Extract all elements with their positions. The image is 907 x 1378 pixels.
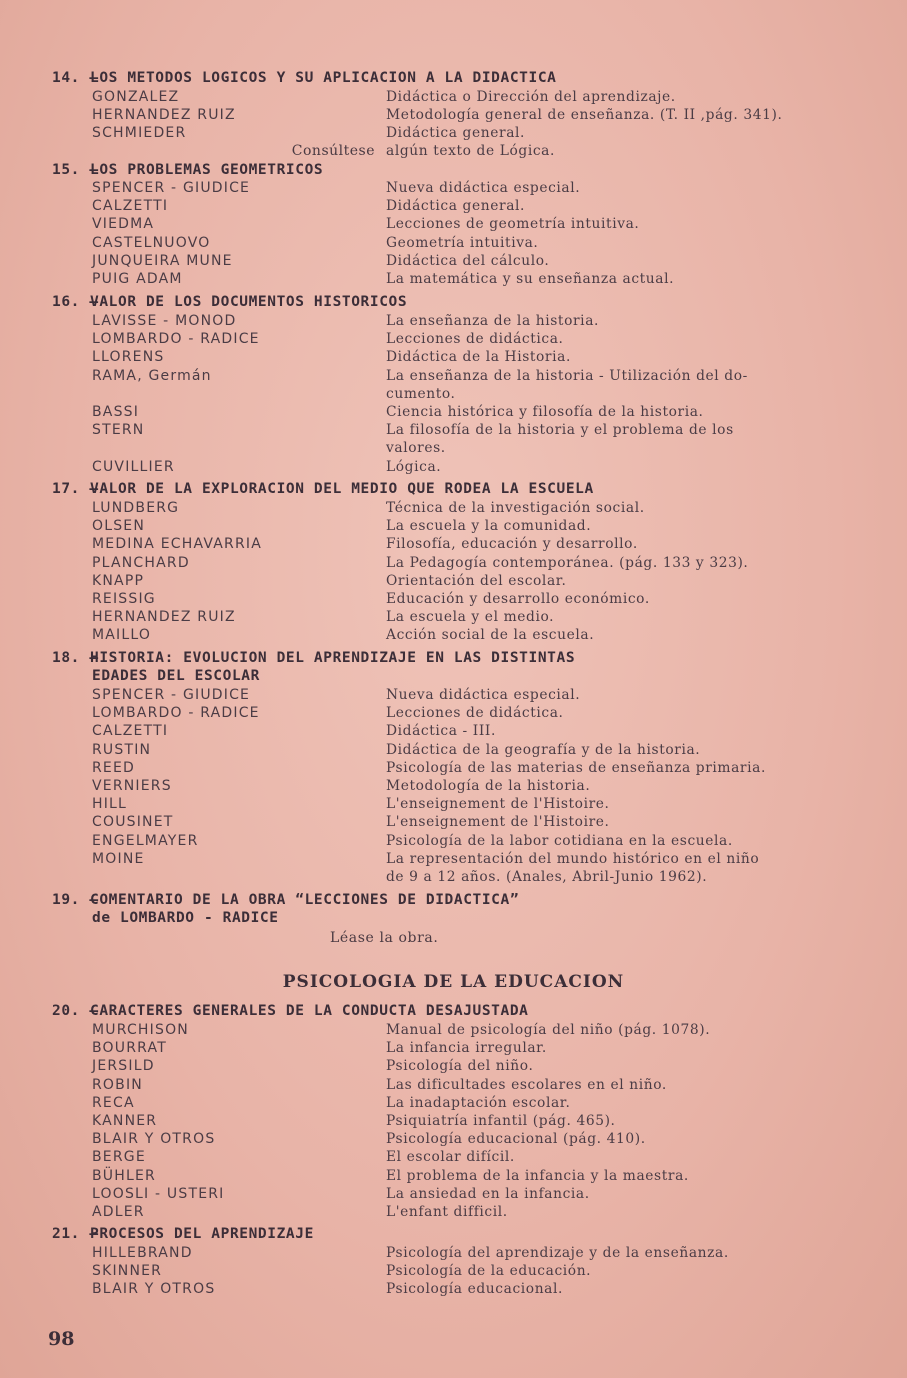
page-number: 98 bbox=[48, 1328, 75, 1350]
list-item bbox=[0, 180, 907, 199]
book-title: La enseñanza de la historia. bbox=[386, 313, 600, 329]
list-item bbox=[0, 609, 907, 628]
author-name: CALZETTI bbox=[92, 198, 169, 215]
list-item bbox=[0, 125, 907, 144]
list-item bbox=[0, 459, 907, 478]
book-title: La infancia irregular. bbox=[386, 1040, 547, 1057]
author-name: RECA bbox=[92, 1094, 135, 1111]
book-title: Psicología de la educación. bbox=[386, 1263, 592, 1280]
list-item bbox=[0, 1022, 907, 1041]
book-title: Psicología educacional (pág. 410). bbox=[386, 1131, 646, 1148]
list-item bbox=[0, 422, 907, 441]
section-heading-16: 16. —VALOR DE LOS DOCUMENTOS HISTORICOS bbox=[52, 294, 408, 310]
list-item bbox=[0, 1131, 907, 1150]
list-item bbox=[0, 216, 907, 235]
list-item bbox=[0, 235, 907, 254]
list-item bbox=[0, 555, 907, 574]
book-title: La representación del mundo histórico en el niño bbox=[386, 850, 760, 867]
author-name: ROBIN bbox=[92, 1076, 143, 1093]
list-item bbox=[0, 760, 907, 779]
book-title: Didáctica de la geografía y de la historia. bbox=[386, 741, 701, 758]
author-name: PUIG ADAM bbox=[92, 271, 183, 287]
book-title: Geometría intuitiva. bbox=[386, 234, 539, 251]
list-item bbox=[0, 687, 907, 706]
list-item bbox=[0, 536, 907, 555]
author-name: LOOSLI - USTERI bbox=[92, 1185, 225, 1202]
author-name: HILL bbox=[92, 796, 128, 813]
book-title: cumento. bbox=[386, 385, 456, 402]
list-item bbox=[0, 1077, 907, 1096]
book-title: de 9 a 12 años. (Anales, Abril-Junio 1962). bbox=[386, 869, 708, 885]
book-title: Didáctica general. bbox=[386, 125, 526, 142]
book-title: Metodología de la historia. bbox=[386, 778, 591, 794]
list-item bbox=[0, 518, 907, 537]
consultese-note: Consúltese bbox=[291, 143, 375, 159]
book-title: Psicología del aprendizaje y de la enseñanza. bbox=[386, 1245, 729, 1261]
author-name: MAILLO bbox=[92, 627, 152, 644]
list-item bbox=[0, 1149, 907, 1168]
book-title: Acción social de la escuela. bbox=[386, 627, 595, 644]
author-name: LUNDBERG bbox=[92, 500, 180, 516]
section-heading-17: 17. —VALOR DE LA EXPLORACION DEL MEDIO QUE RODEA LA ESCUELA bbox=[52, 481, 594, 497]
author-name: OLSEN bbox=[92, 518, 146, 535]
book-title: L'enseignement de l'Histoire. bbox=[386, 814, 610, 831]
list-item bbox=[0, 331, 907, 350]
author-name: BLAIR Y OTROS bbox=[92, 1281, 216, 1298]
author-name: MURCHISON bbox=[92, 1022, 189, 1038]
book-title: L'enfant difficil. bbox=[386, 1204, 508, 1220]
list-item bbox=[0, 796, 907, 815]
section-heading-14: 14. —LOS METODOS LOGICOS Y SU APLICACION A LA DIDACTICA bbox=[52, 70, 557, 86]
author-name: GONZALEZ bbox=[92, 89, 180, 105]
author-name: CUVILLIER bbox=[92, 458, 175, 475]
list-item bbox=[0, 1168, 907, 1187]
author-name: STERN bbox=[92, 422, 145, 439]
author-name: ADLER bbox=[92, 1204, 145, 1220]
author-name: JERSILD bbox=[92, 1058, 155, 1075]
author-name: SPENCER - GIUDICE bbox=[92, 180, 251, 196]
list-item bbox=[0, 271, 907, 290]
book-title: Didáctica general. bbox=[386, 198, 526, 215]
list-item bbox=[0, 107, 907, 126]
book-title: Psicología de las materias de enseñanza primaria. bbox=[386, 759, 766, 776]
author-name: KNAPP bbox=[92, 572, 145, 589]
list-item bbox=[0, 1263, 907, 1282]
list-item bbox=[0, 1095, 907, 1114]
list-item bbox=[0, 198, 907, 217]
book-title: Nueva didáctica especial. bbox=[386, 180, 581, 196]
list-item bbox=[0, 386, 907, 405]
author-name: SCHMIEDER bbox=[92, 125, 187, 142]
list-item bbox=[0, 253, 907, 272]
book-title: valores. bbox=[386, 440, 446, 457]
list-item bbox=[0, 404, 907, 423]
list-item bbox=[0, 500, 907, 519]
book-title: Lógica. bbox=[386, 458, 442, 475]
author-name: CASTELNUOVO bbox=[92, 234, 211, 251]
list-item bbox=[0, 851, 907, 870]
book-title: Manual de psicología del niño (pág. 1078). bbox=[386, 1022, 711, 1038]
book-title: Ciencia histórica y filosofía de la historia. bbox=[386, 404, 704, 420]
list-item bbox=[0, 368, 907, 387]
author-name: BERGE bbox=[92, 1149, 146, 1166]
book-title: La filosofía de la historia y el problema de los bbox=[386, 422, 734, 439]
book-title: La Pedagogía contemporánea. (pág. 133 y 323). bbox=[386, 554, 749, 571]
author-name: BLAIR Y OTROS bbox=[92, 1131, 216, 1148]
author-name: MEDINA ECHAVARRIA bbox=[92, 536, 262, 553]
section-heading-18: 18. —HISTORIA: EVOLUCION DEL APRENDIZAJE EN LAS DISTINTAS bbox=[52, 650, 576, 666]
book-title: La escuela y el medio. bbox=[386, 609, 555, 626]
list-item bbox=[0, 1245, 907, 1264]
author-name: LOMBARDO - RADICE bbox=[92, 331, 260, 348]
list-item bbox=[0, 778, 907, 797]
author-name: RAMA, Germán bbox=[92, 367, 212, 384]
section-heading-19-cont: de LOMBARDO - RADICE bbox=[92, 910, 279, 926]
list-item bbox=[0, 440, 907, 459]
list-item bbox=[0, 742, 907, 761]
list-item bbox=[0, 1186, 907, 1205]
book-title: Didáctica o Dirección del aprendizaje. bbox=[386, 89, 676, 105]
consultese-row bbox=[0, 143, 907, 162]
book-title: La inadaptación escolar. bbox=[386, 1094, 571, 1111]
author-name: JUNQUEIRA MUNE bbox=[92, 252, 233, 269]
list-item bbox=[0, 833, 907, 852]
book-title: Las dificultades escolares en el niño. bbox=[386, 1076, 667, 1093]
book-title: El escolar difícil. bbox=[386, 1149, 515, 1166]
author-name: HERNANDEZ RUIZ bbox=[92, 609, 236, 626]
author-name: BASSI bbox=[92, 404, 140, 420]
book-title: Lecciones de didáctica. bbox=[386, 331, 564, 348]
author-name: PLANCHARD bbox=[92, 554, 190, 571]
book-title: Filosofía, educación y desarrollo. bbox=[386, 536, 638, 553]
list-item bbox=[0, 573, 907, 592]
section-heading-19: 19. —COMENTARIO DE LA OBRA “LECCIONES DE DIDACTICA” bbox=[52, 892, 520, 908]
author-name: ENGELMAYER bbox=[92, 832, 199, 849]
list-item bbox=[0, 814, 907, 833]
author-name: BOURRAT bbox=[92, 1040, 167, 1057]
consultese-title: algún texto de Lógica. bbox=[386, 143, 555, 159]
book-title: La matemática y su enseñanza actual. bbox=[386, 271, 675, 287]
section-heading-18-cont: EDADES DEL ESCOLAR bbox=[92, 668, 260, 684]
book-title: La escuela y la comunidad. bbox=[386, 518, 592, 535]
author-name: KANNER bbox=[92, 1113, 158, 1129]
book-title: El problema de la infancia y la maestra. bbox=[386, 1167, 689, 1184]
author-name: SKINNER bbox=[92, 1263, 163, 1280]
section-title-psicologia: PSICOLOGIA DE LA EDUCACION bbox=[282, 972, 625, 992]
author-name: VERNIERS bbox=[92, 778, 172, 794]
author-name: RUSTIN bbox=[92, 741, 152, 758]
author-name: HILLEBRAND bbox=[92, 1245, 193, 1261]
author-name: REISSIG bbox=[92, 591, 156, 607]
book-title: Lecciones de geometría intuitiva. bbox=[386, 216, 640, 233]
author-name: BÜHLER bbox=[92, 1167, 156, 1184]
list-item bbox=[0, 869, 907, 888]
book-title: Psicología de la labor cotidiana en la escuela. bbox=[386, 832, 733, 849]
author-name: LLORENS bbox=[92, 349, 165, 366]
author-name: COUSINET bbox=[92, 814, 174, 831]
book-title: Lecciones de didáctica. bbox=[386, 705, 564, 722]
list-item bbox=[0, 591, 907, 610]
author-name: REED bbox=[92, 759, 135, 776]
list-item bbox=[0, 1281, 907, 1300]
list-item bbox=[0, 313, 907, 332]
list-item bbox=[0, 1204, 907, 1223]
book-title: L'enseignement de l'Histoire. bbox=[386, 796, 610, 813]
author-name: SPENCER - GIUDICE bbox=[92, 687, 251, 703]
list-item bbox=[0, 349, 907, 368]
section-heading-15: 15. —LOS PROBLEMAS GEOMETRICOS bbox=[52, 162, 324, 178]
list-item bbox=[0, 1040, 907, 1059]
author-name: CALZETTI bbox=[92, 723, 169, 740]
author-name: LAVISSE - MONOD bbox=[92, 313, 237, 329]
book-title: Psiquiatría infantil (pág. 465). bbox=[386, 1113, 616, 1129]
list-item bbox=[0, 723, 907, 742]
section-heading-20: 20. —CARACTERES GENERALES DE LA CONDUCTA DESAJUSTADA bbox=[52, 1003, 529, 1019]
book-title: Psicología del niño. bbox=[386, 1058, 534, 1075]
list-item bbox=[0, 627, 907, 646]
book-title: Metodología general de enseñanza. (T. II ,pág. 341). bbox=[386, 107, 783, 124]
book-title: Orientación del escolar. bbox=[386, 572, 567, 589]
book-title: Psicología educacional. bbox=[386, 1281, 564, 1298]
list-item bbox=[0, 705, 907, 724]
lease-la-obra: Léase la obra. bbox=[330, 930, 439, 946]
section-heading-21: 21. —PROCESOS DEL APRENDIZAJE bbox=[52, 1226, 314, 1242]
author-name: MOINE bbox=[92, 850, 145, 867]
list-item bbox=[0, 1058, 907, 1077]
list-item bbox=[0, 89, 907, 108]
book-title: Didáctica del cálculo. bbox=[386, 252, 550, 269]
list-item bbox=[0, 1113, 907, 1132]
book-title: Técnica de la investigación social. bbox=[386, 500, 645, 516]
book-title: Nueva didáctica especial. bbox=[386, 687, 581, 703]
author-name: HERNANDEZ RUIZ bbox=[92, 107, 236, 124]
book-title: Didáctica - III. bbox=[386, 723, 496, 740]
book-title: Didáctica de la Historia. bbox=[386, 349, 571, 366]
author-name: LOMBARDO - RADICE bbox=[92, 705, 260, 722]
author-name: VIEDMA bbox=[92, 216, 155, 233]
book-title: La ansiedad en la infancia. bbox=[386, 1185, 590, 1202]
book-title: Educación y desarrollo económico. bbox=[386, 591, 650, 607]
book-title: La enseñanza de la historia - Utilización del do- bbox=[386, 367, 748, 384]
